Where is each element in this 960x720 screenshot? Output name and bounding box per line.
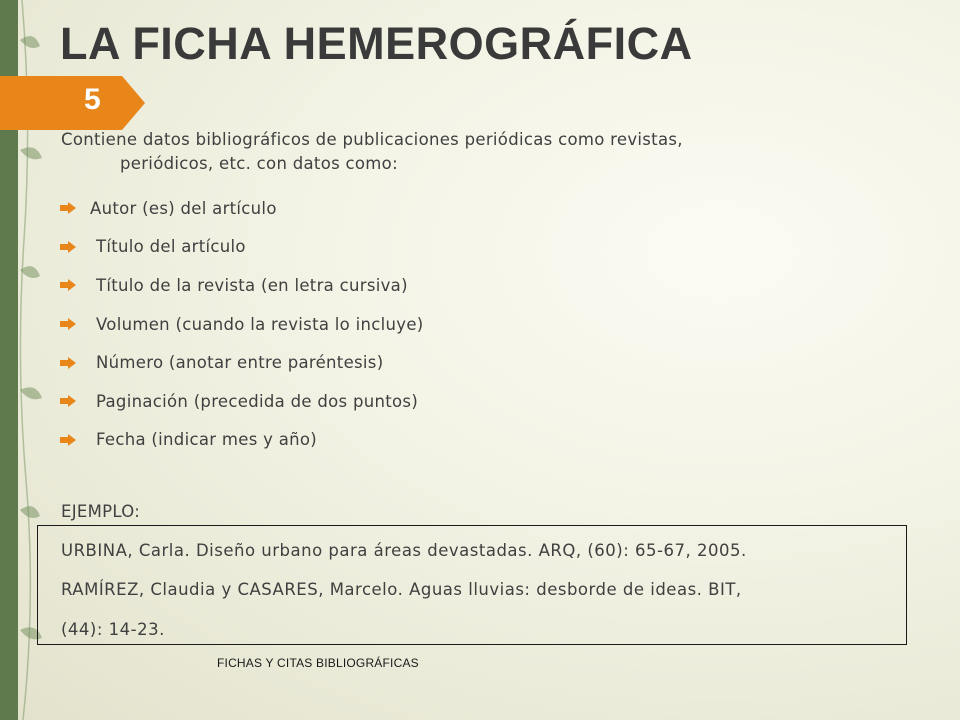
arrow-bullet-icon	[60, 395, 76, 407]
example-heading: EJEMPLO:	[61, 502, 141, 521]
example-reference-line-1: URBINA, Carla. Diseño urbano para áreas devastadas. ARQ, (60): 65-67, 2005.	[61, 541, 747, 560]
slide-number: 5	[84, 83, 101, 116]
example-reference-line-3: (44): 14-23.	[61, 620, 165, 639]
list-item	[60, 421, 424, 460]
slide-title: LA FICHA HEMEROGRÁFICA	[60, 18, 693, 69]
list-item	[60, 189, 424, 228]
intro-paragraph	[61, 128, 861, 176]
list-item	[60, 266, 424, 305]
arrow-bullet-icon	[60, 241, 76, 253]
list-item-label: Fecha (indicar mes y año)	[96, 430, 318, 450]
list-item	[60, 305, 424, 344]
list-item	[60, 382, 424, 421]
arrow-bullet-icon	[60, 279, 76, 291]
list-item-label: Autor (es) del artículo	[90, 198, 277, 218]
footer-text: FICHAS Y CITAS BIBLIOGRÁFICAS	[217, 656, 419, 670]
list-item-label: Volumen (cuando la revista lo incluye)	[96, 314, 424, 334]
example-reference-line-2: RAMÍREZ, Claudia y CASARES, Marcelo. Aguas lluvias: desborde de ideas. BIT,	[61, 580, 742, 599]
arrow-bullet-icon	[60, 202, 76, 214]
list-item-label: Número (anotar entre paréntesis)	[96, 353, 384, 373]
arrow-bullet-icon	[60, 434, 76, 446]
slide-number-tab	[0, 76, 145, 130]
field-list	[60, 189, 424, 459]
intro-line-1: Contiene datos bibliográficos de publicaciones periódicas como revistas,	[61, 130, 683, 149]
arrow-bullet-icon	[60, 318, 76, 330]
list-item	[60, 228, 424, 267]
list-item-label: Paginación (precedida de dos puntos)	[96, 391, 419, 411]
list-item	[60, 343, 424, 382]
list-item-label: Título de la revista (en letra cursiva)	[96, 275, 408, 295]
intro-line-2: periódicos, etc. con datos como:	[120, 154, 398, 173]
arrow-bullet-icon	[60, 357, 76, 369]
list-item-label: Título del artículo	[96, 237, 246, 257]
